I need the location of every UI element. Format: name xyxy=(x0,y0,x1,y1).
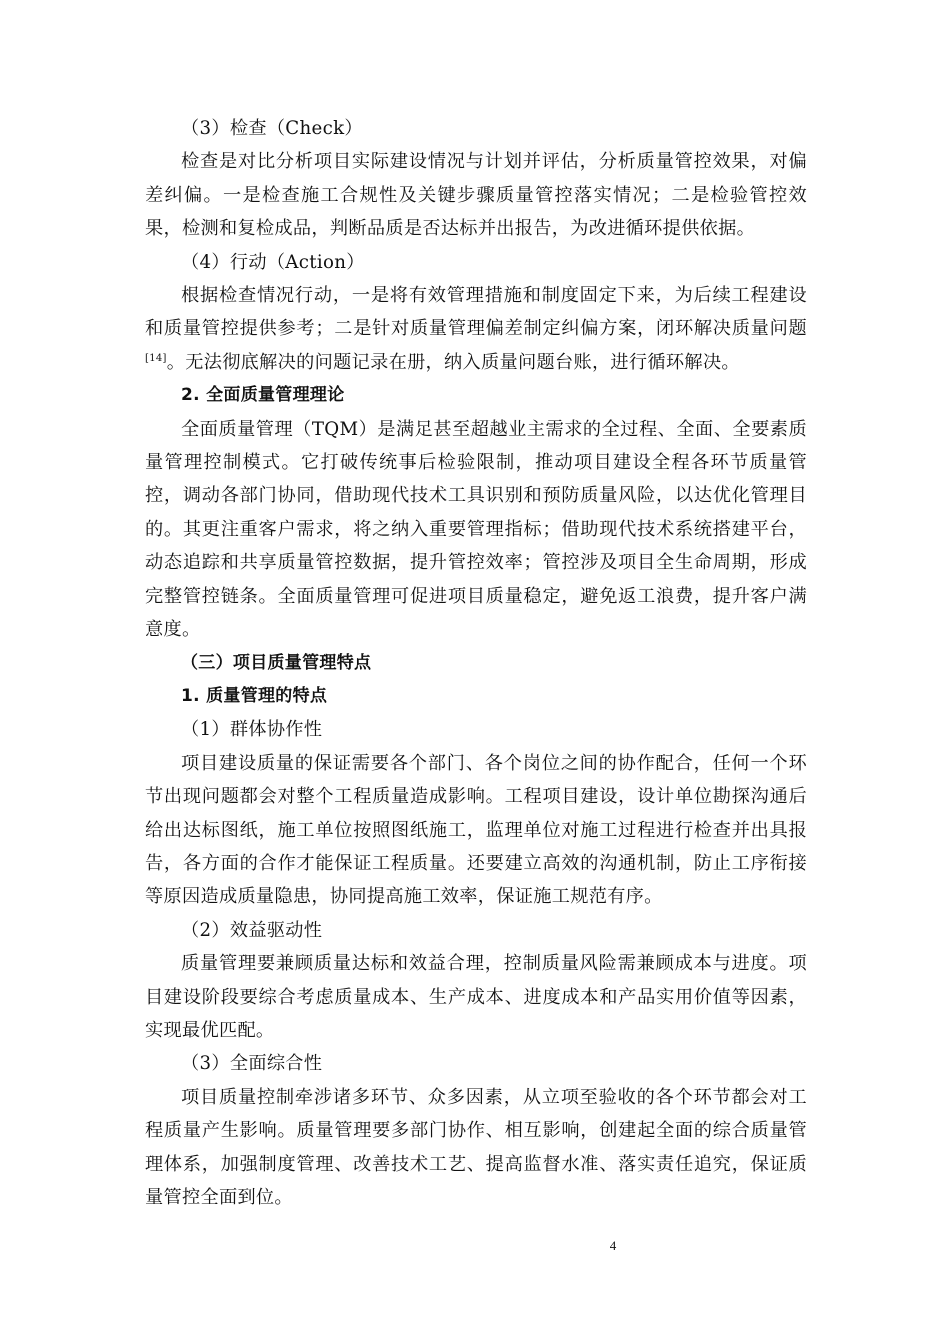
citation-marker: [14] xyxy=(145,352,167,364)
features-section-heading: （三）项目质量管理特点 xyxy=(181,652,372,673)
features-heading: 1. 质量管理的特点 xyxy=(181,685,328,706)
check-paragraph: 检查是对比分析项目实际建设情况与计划并评估，分析质量管控效果，对偏差纠偏。一是检查施工合规性及关键步骤质量管控落实情况；二是检验管控效果，检测和复检成品，判断品质是否达标并出报告，为改进循环提供依据。 xyxy=(145,151,807,240)
action-heading: （4）行动（Action） xyxy=(181,251,365,273)
page-number: 4 xyxy=(609,1238,617,1253)
benefit-heading: （2）效益驱动性 xyxy=(181,919,323,941)
document-body xyxy=(145,112,807,1214)
comprehensive-paragraph: 项目质量控制牵涉诸多环节、众多因素，从立项至验收的各个环节都会对工程质量产生影响。质量管理要多部门协作、相互影响，创建起全面的综合质量管理体系，加强制度管理、改善技术工艺、提高监督水准、落实责任追究，保证质量管控全面到位。 xyxy=(145,1086,807,1208)
tqm-paragraph: 全面质量管理（TQM）是满足甚至超越业主需求的全过程、全面、全要素质量管理控制模式。它打破传统事后检验限制，推动项目建设全程各环节质量管控，调动各部门协同，借助现代技术工具识别和预防质量风险，以达优化管理目的。其更注重客户需求，将之纳入重要管理指标；借助现代技术系统搭建平台，动态追踪和共享质量管控数据，提升管控效率；管控涉及项目全生命周期，形成完整管控链条。全面质量管理可促进项目质量稳定，避免返工浪费，提升客户满意度。 xyxy=(145,418,807,641)
action-paragraph xyxy=(145,279,807,379)
benefit-paragraph: 质量管理要兼顾质量达标和效益合理，控制质量风险需兼顾成本与进度。项目建设阶段要综合考虑质量成本、生产成本、进度成本和产品实用价值等因素，实现最优匹配。 xyxy=(145,953,807,1041)
action-paragraph-text-end: 。无法彻底解决的问题记录在册，纳入质量问题台账，进行循环解决。 xyxy=(166,351,740,373)
tqm-heading: 2. 全面质量管理理论 xyxy=(181,385,345,406)
group-paragraph: 项目建设质量的保证需要各个部门、各个岗位之间的协作配合，任何一个环节出现问题都会对整个工程质量造成影响。工程项目建设，设计单位勘探沟通后给出达标图纸，施工单位按照图纸施工，监理单位对施工过程进行检查并出具报告，各方面的合作才能保证工程质量。还要建立高效的沟通机制，防止工序衔接等原因造成质量隐患，协同提高施工效率，保证施工规范有序。 xyxy=(145,752,807,908)
comprehensive-heading: （3）全面综合性 xyxy=(181,1053,323,1075)
action-paragraph-text: 根据检查情况行动，一是将有效管理措施和制度固定下来，为后续工程建设和质量管控提供参考；二是针对质量管理偏差制定纠偏方案，闭环解决质量问题 xyxy=(145,285,807,340)
group-heading: （1）群体协作性 xyxy=(181,719,323,741)
check-heading: （3）检查（Check） xyxy=(181,118,363,139)
